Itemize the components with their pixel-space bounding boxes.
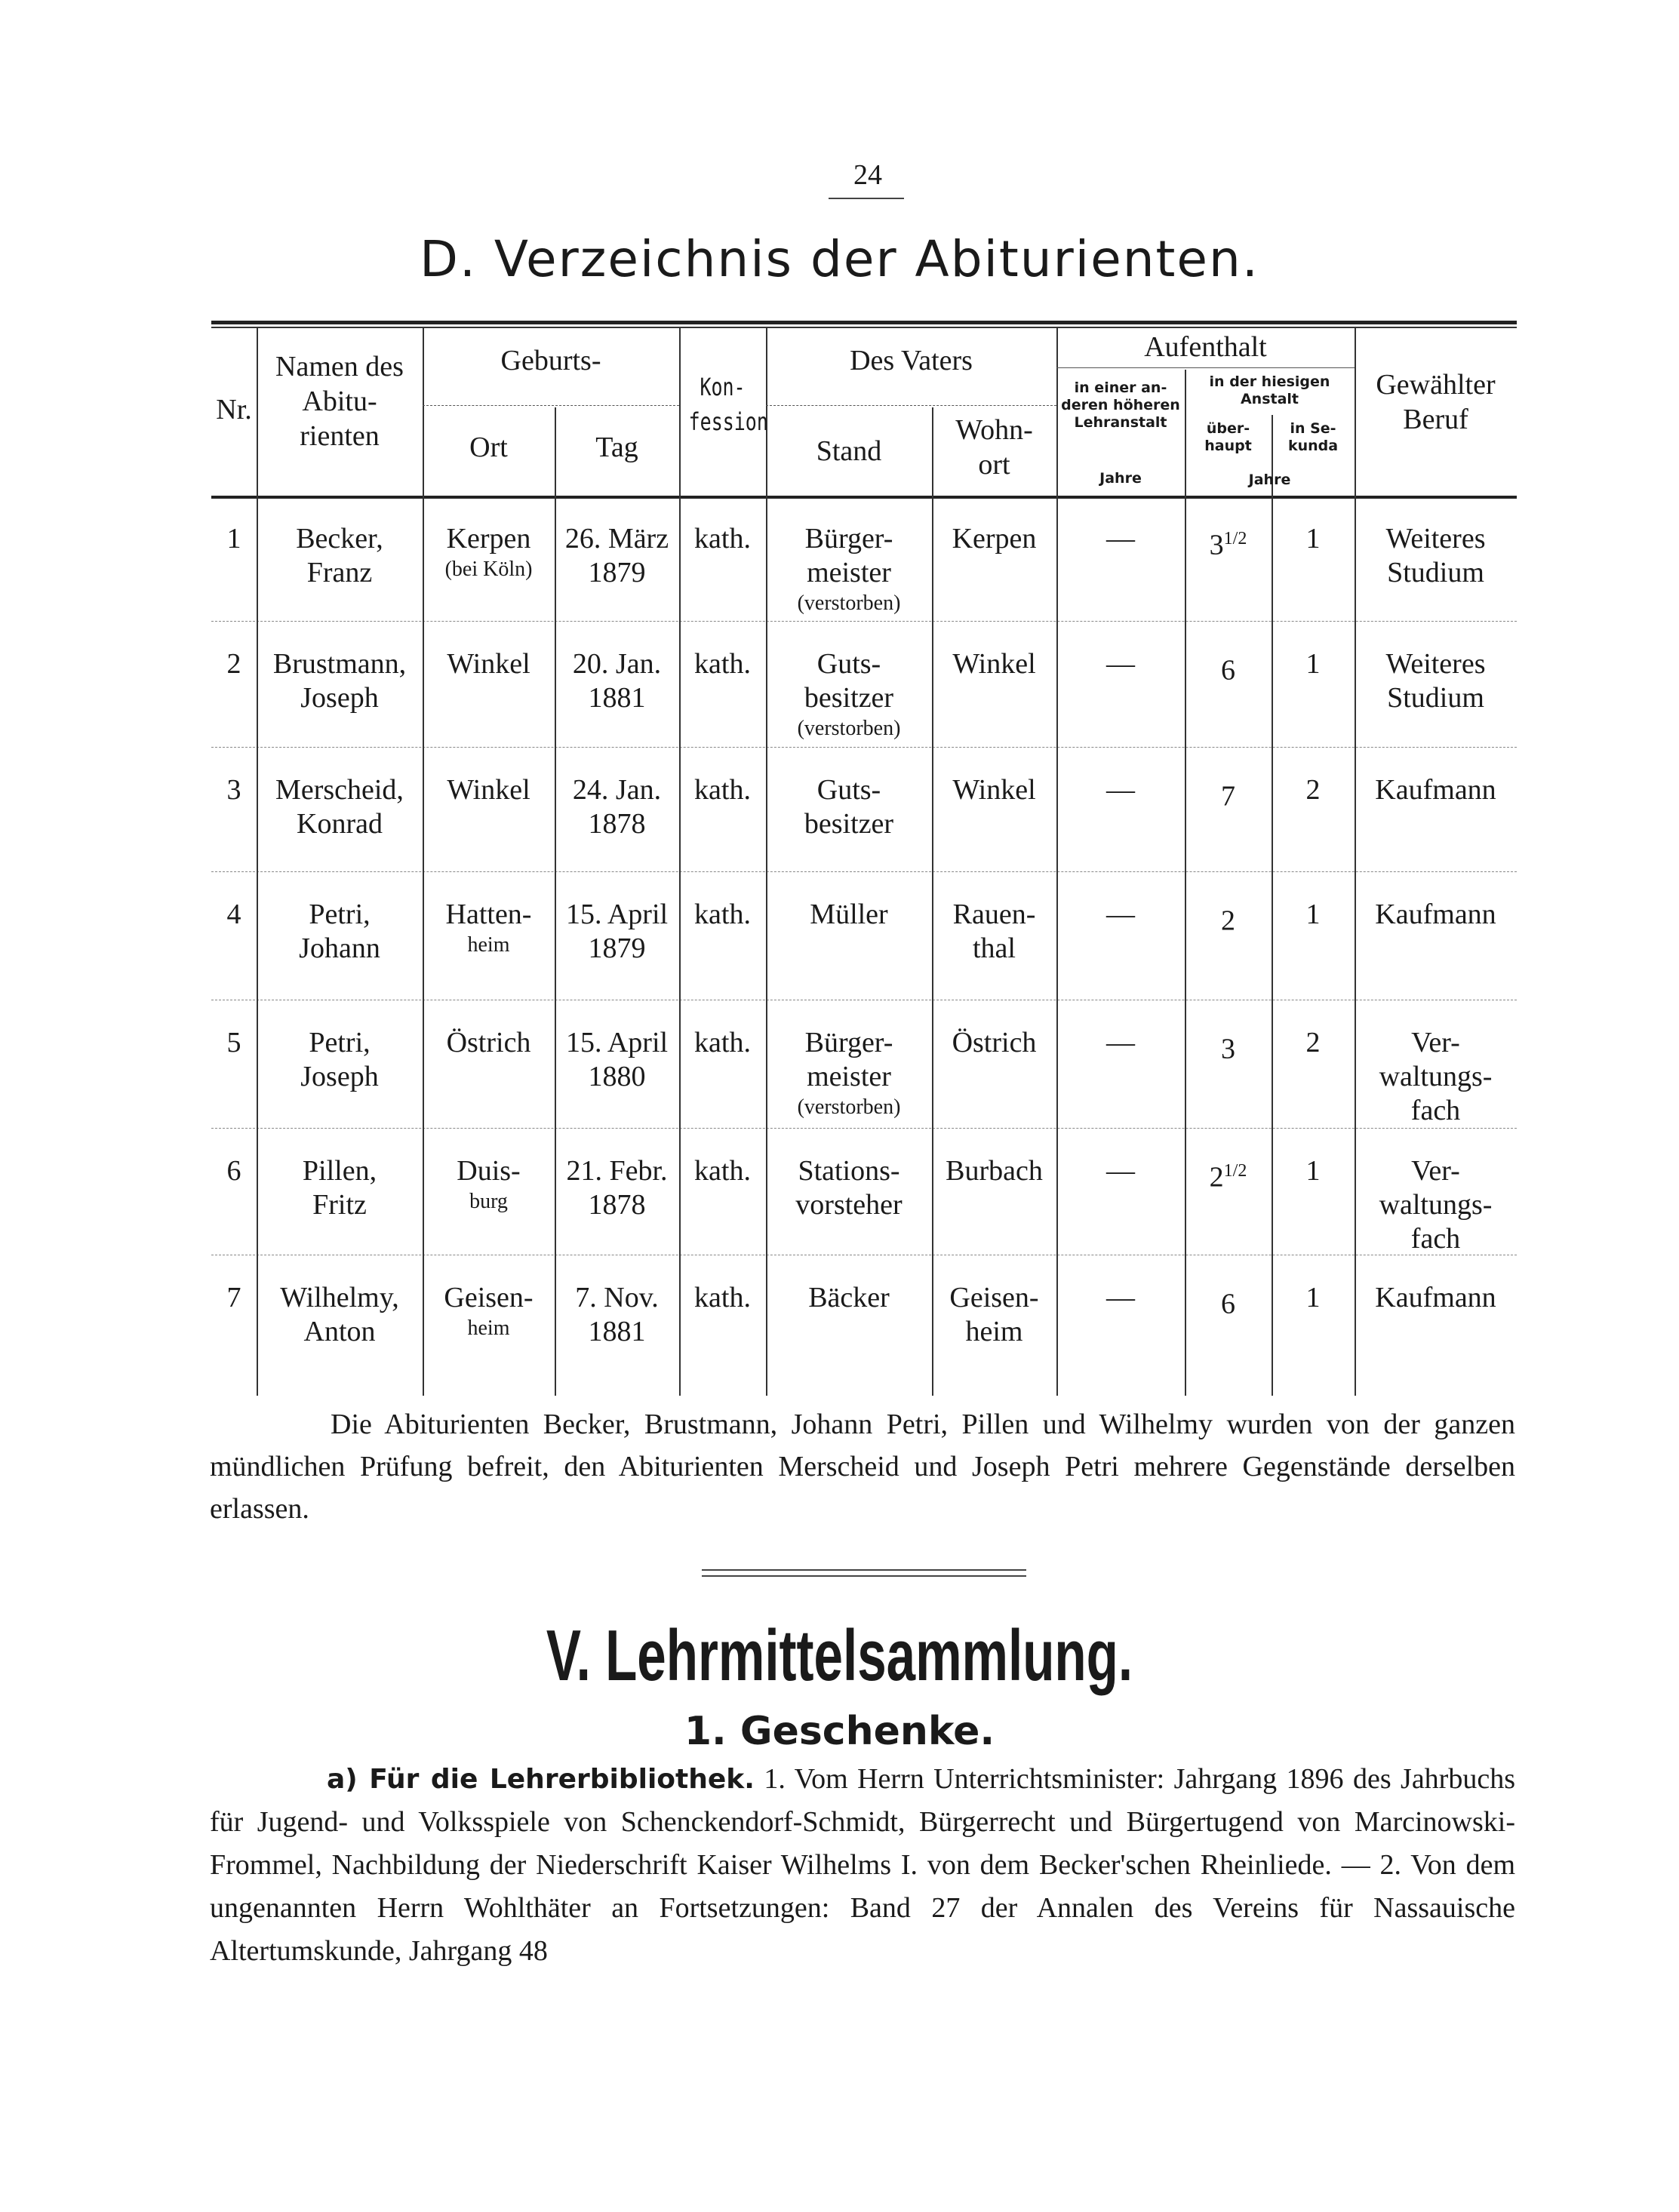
- header-beruf: Gewählter Beruf: [1376, 369, 1496, 435]
- header-andere: in einer an- deren höheren Lehranstalt: [1061, 379, 1180, 431]
- remark-paragraph: Die Abiturienten Becker, Brustmann, Johann Petri, Pillen und Wilhelmy wurden von der ganzen mündlichen Prüfung befreit, den Abiturienten Merscheid und Joseph Petri mehrere Gegenstände derselben erlassen.: [210, 1409, 1515, 1525]
- cell-tag: 26. März 1879: [564, 523, 669, 588]
- header-subrule: [1056, 367, 1355, 368]
- body-label: a) Für die Lehrerbibliothek.: [327, 1764, 755, 1795]
- cell-sekunda: 1: [1305, 1282, 1321, 1313]
- cell-stand: Guts- besitzer: [804, 774, 894, 840]
- cell-tag: 7. Nov. 1881: [575, 1282, 659, 1347]
- header-andere-jahre: Jahre: [1099, 470, 1142, 487]
- cell-ort: Hatten- heim: [445, 899, 532, 957]
- cell-ort: Geisen- heim: [444, 1282, 534, 1340]
- cell-stand: Stations- vorsteher: [795, 1155, 903, 1221]
- cell-wohnort: Winkel: [952, 774, 1036, 806]
- cell-stand: Bäcker: [808, 1282, 890, 1313]
- cell-andere-anstalt: —: [1106, 899, 1135, 930]
- page-number-rule: [829, 198, 904, 199]
- header-nr: Nr.: [216, 394, 252, 426]
- column-rule: [679, 328, 681, 1396]
- cell-wohnort: Kerpen: [952, 523, 1037, 555]
- cell-tag: 15. April 1880: [565, 1027, 669, 1092]
- column-rule: [1056, 328, 1058, 1396]
- cell-ueberhaupt: $2^{1/2}$: [1209, 1161, 1247, 1194]
- cell-andere-anstalt: —: [1106, 774, 1135, 806]
- column-rule: [257, 328, 258, 1396]
- cell-beruf: Weiteres Studium: [1385, 523, 1486, 588]
- header-geburt: Geburts-: [500, 345, 601, 376]
- cell-beruf: Kaufmann: [1375, 1282, 1496, 1313]
- cell-ueberhaupt: 7: [1221, 780, 1235, 813]
- cell-nr: 1: [226, 523, 241, 555]
- cell-name: Petri, Johann: [299, 899, 380, 964]
- cell-konfession: kath.: [694, 1155, 751, 1187]
- cell-nr: 6: [226, 1155, 241, 1187]
- cell-andere-anstalt: —: [1106, 1027, 1135, 1058]
- cell-name: Petri, Joseph: [300, 1027, 379, 1092]
- header-stand: Stand: [816, 435, 882, 467]
- cell-andere-anstalt: —: [1106, 1155, 1135, 1187]
- column-rule: [423, 328, 424, 1396]
- cell-wohnort: Winkel: [952, 648, 1036, 680]
- row-divider: [211, 621, 1517, 622]
- header-hiesige-jahre: Jahre: [1248, 472, 1291, 488]
- cell-stand: Guts- besitzer (verstorben): [797, 648, 901, 740]
- cell-ueberhaupt: 2: [1221, 905, 1235, 937]
- header-sekunda: in Se- kunda: [1287, 420, 1339, 454]
- header-subrule: [423, 405, 679, 406]
- cell-sekunda: 1: [1305, 899, 1321, 930]
- cell-beruf: Ver- waltungs- fach: [1379, 1155, 1493, 1255]
- separator-rule: [702, 1575, 1026, 1577]
- cell-beruf: Weiteres Studium: [1385, 648, 1486, 714]
- cell-ueberhaupt: 6: [1221, 1288, 1235, 1320]
- header-vater: Des Vaters: [850, 345, 973, 376]
- row-divider: [211, 871, 1517, 872]
- body-text: 1. Vom Herrn Unterrichtsminister: Jahrgang 1896 des Jahrbuchs für Jugend- und Volksspiele von Schenckendorf-Schmidt, Bürgerrecht und Bürgertugend von Marcinowski-Frommel, Nachbildung der Niederschrift Kaiser Wilhelms I. von dem Becker'schen Rheinliede. — 2. Von dem ungenannten Herrn Wohlthäter an Fortsetzungen: Band 27 der Annalen des Vereins für Nassauische Altertumskunde, Jahrgang 48: [210, 1763, 1515, 1967]
- cell-tag: 21. Febr. 1878: [566, 1155, 668, 1221]
- separator-rule: [702, 1569, 1026, 1571]
- cell-andere-anstalt: —: [1106, 523, 1135, 555]
- cell-name: Becker, Franz: [296, 523, 383, 588]
- body-paragraph: [210, 1758, 1515, 1973]
- cell-sekunda: 2: [1305, 1027, 1321, 1058]
- table-top-rule-thin: [211, 327, 1517, 328]
- cell-sekunda: 1: [1305, 648, 1321, 680]
- column-rule: [766, 328, 767, 1396]
- header-konfession: Kon- fession: [688, 373, 768, 436]
- cell-ueberhaupt: $3^{1/2}$: [1209, 529, 1247, 561]
- cell-name: Merscheid, Konrad: [275, 774, 404, 840]
- cell-nr: 7: [226, 1282, 241, 1313]
- cell-sekunda: 1: [1305, 523, 1321, 555]
- cell-konfession: kath.: [694, 648, 751, 680]
- cell-stand: Bürger- meister (verstorben): [797, 523, 901, 615]
- cell-konfession: kath.: [694, 899, 751, 930]
- header-tag: Tag: [595, 432, 638, 463]
- cell-ort: Winkel: [447, 774, 530, 806]
- cell-wohnort: Geisen- heim: [949, 1282, 1039, 1347]
- section-title: D. Verzeichnis der Abiturienten.: [420, 230, 1259, 288]
- cell-konfession: kath.: [694, 1027, 751, 1058]
- cell-tag: 20. Jan. 1881: [572, 648, 662, 714]
- cell-ort: Duis- burg: [457, 1155, 521, 1213]
- cell-nr: 5: [226, 1027, 241, 1058]
- cell-ueberhaupt: 3: [1221, 1033, 1235, 1065]
- cell-stand: Bürger- meister (verstorben): [797, 1027, 901, 1119]
- cell-tag: 24. Jan. 1878: [572, 774, 662, 840]
- header-ueberhaupt: über- haupt: [1204, 420, 1252, 454]
- cell-ort: Östrich: [446, 1027, 531, 1058]
- cell-nr: 2: [226, 648, 241, 680]
- header-aufenthalt: Aufenthalt: [1144, 331, 1267, 363]
- cell-andere-anstalt: —: [1106, 1282, 1135, 1313]
- cell-beruf: Kaufmann: [1375, 899, 1496, 930]
- chapter-title: V. Lehrmittelsammlung.: [546, 1615, 1133, 1696]
- table-top-rule: [211, 321, 1517, 324]
- cell-sekunda: 1: [1305, 1155, 1321, 1187]
- header-name: Namen des Abitu- rienten: [275, 351, 404, 452]
- cell-wohnort: Rauen- thal: [952, 899, 1036, 964]
- page-number: 24: [853, 159, 882, 191]
- header-ort: Ort: [469, 432, 508, 463]
- cell-ueberhaupt: 6: [1221, 654, 1235, 687]
- header-subrule: [766, 405, 1056, 406]
- cell-wohnort: Burbach: [946, 1155, 1043, 1187]
- cell-konfession: kath.: [694, 774, 751, 806]
- row-divider: [211, 747, 1517, 748]
- cell-ort: Winkel: [447, 648, 530, 680]
- cell-nr: 3: [226, 774, 241, 806]
- cell-konfession: kath.: [694, 523, 751, 555]
- cell-andere-anstalt: —: [1106, 648, 1135, 680]
- cell-stand: Müller: [810, 899, 888, 930]
- header-bottom-rule: [211, 496, 1517, 499]
- abiturienten-table: [211, 321, 1517, 1396]
- cell-name: Brustmann, Joseph: [272, 648, 407, 714]
- cell-beruf: Kaufmann: [1375, 774, 1496, 806]
- cell-name: Wilhelmy, Anton: [280, 1282, 399, 1347]
- cell-name: Pillen, Fritz: [302, 1155, 377, 1221]
- cell-sekunda: 2: [1305, 774, 1321, 806]
- cell-beruf: Ver- waltungs- fach: [1379, 1027, 1493, 1126]
- header-hiesige: in der hiesigen Anstalt: [1209, 373, 1330, 407]
- subchapter-title: 1. Geschenke.: [684, 1709, 995, 1754]
- cell-nr: 4: [226, 899, 241, 930]
- header-wohnort: Wohn- ort: [955, 414, 1033, 481]
- cell-tag: 15. April 1879: [565, 899, 669, 964]
- row-divider: [211, 1128, 1517, 1129]
- cell-konfession: kath.: [694, 1282, 751, 1313]
- cell-wohnort: Östrich: [952, 1027, 1037, 1058]
- cell-ort: Kerpen (bei Köln): [444, 523, 533, 581]
